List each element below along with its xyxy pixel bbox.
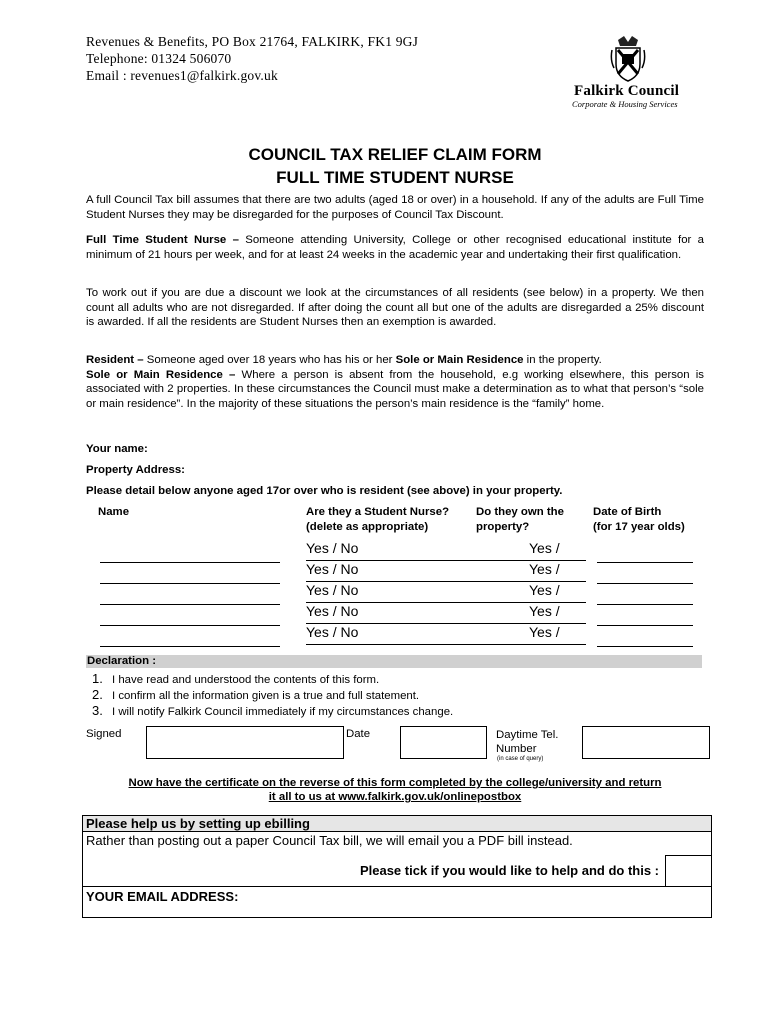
declaration-text-1: I have read and understood the contents of this form.	[112, 674, 380, 686]
column-name: Name	[98, 506, 130, 518]
column-dob-line1: Date of Birth	[593, 506, 662, 518]
dob-line-5[interactable]	[597, 646, 693, 647]
name-line-4[interactable]	[100, 625, 280, 626]
student-nurse-choice-4[interactable]: Yes / No	[306, 603, 359, 619]
student-nurse-choice-2[interactable]: Yes / No	[306, 561, 359, 577]
resident-definition	[86, 353, 704, 368]
dob-line-2[interactable]	[597, 583, 693, 584]
ebilling-body-row	[82, 831, 712, 887]
return-notice-line2: it all to us at www.falkirk.gov.uk/onlinepostbox	[268, 791, 522, 803]
declaration-item-1	[92, 671, 379, 686]
return-notice-line1: Now have the certificate on the reverse of this form completed by the college/university and return	[128, 777, 662, 789]
dob-line-3[interactable]	[597, 604, 693, 605]
declaration-bar	[86, 655, 702, 668]
ebilling-heading: Please help us by setting up ebilling	[86, 816, 310, 831]
email-address-row[interactable]	[82, 886, 712, 918]
logo-council-name: Falkirk Council	[574, 83, 680, 99]
student-nurse-definition	[86, 233, 704, 262]
header-address: Revenues & Benefits, PO Box 21764, FALKIRK, FK1 9GJ	[86, 34, 419, 49]
daytime-tel-line2: Number	[496, 743, 537, 755]
date-label: Date	[346, 728, 371, 740]
daytime-tel-label	[496, 728, 558, 756]
form-title-line2: FULL TIME STUDENT NURSE	[276, 168, 514, 187]
column-own-line1: Do they own the	[476, 506, 564, 518]
sole-residence-term: Sole or Main Residence –	[86, 368, 236, 381]
own-property-choice-4[interactable]: Yes /	[529, 603, 560, 619]
dob-line-1[interactable]	[597, 562, 693, 563]
sole-residence-definition	[86, 368, 704, 412]
ebilling-heading-row	[82, 815, 712, 832]
sole-residence-text: Where a person is absent from the household, e.g working elsewhere, this person is associated with 2 properties. In these circumstances the Council must make a determination as to what that person’s “sole or main residence”. In the majority of these situations the person’s main residence is the “family” home.	[86, 368, 704, 410]
property-address-label: Property Address:	[86, 464, 185, 476]
in-case-note: (in case of query)	[497, 756, 544, 762]
student-nurse-text: Someone attending University, College or other recognised educational institute for a minimum of 21 hours per week, and for at least 24 weeks in the academic year and undertaking their first qualification.	[86, 234, 704, 261]
column-dob-line2: (for 17 year olds)	[593, 520, 685, 533]
daytime-tel-line1: Daytime Tel.	[496, 729, 559, 741]
own-property-choice-5[interactable]: Yes /	[529, 624, 560, 640]
column-date-of-birth	[593, 505, 685, 534]
student-nurse-term: Full Time Student Nurse –	[86, 234, 239, 246]
declaration-item-2	[92, 687, 419, 702]
declaration-num-3: 3.	[92, 703, 103, 718]
name-line-1[interactable]	[100, 562, 280, 563]
own-property-choice-2[interactable]: Yes /	[529, 561, 560, 577]
email-address-label: YOUR EMAIL ADDRESS:	[86, 889, 239, 904]
dob-line-4[interactable]	[597, 625, 693, 626]
resident-text-a: Someone aged over 18 years who has his or her	[143, 354, 396, 366]
resident-text-b: Sole or Main Residence	[395, 354, 524, 366]
your-name-label: Your name:	[86, 443, 148, 455]
header-email: Email : revenues1@falkirk.gov.uk	[86, 68, 278, 83]
header-telephone: Telephone: 01324 506070	[86, 51, 232, 66]
ebilling-tick-label: Please tick if you would like to help and do this :	[359, 863, 659, 878]
resident-term: Resident –	[86, 354, 144, 366]
declaration-heading: Declaration :	[87, 655, 156, 667]
column-own-property	[476, 505, 564, 534]
row-underline-5	[306, 644, 586, 645]
discount-paragraph: To work out if you are due a discount we look at the circumstances of all residents (see below) in a property. We then count all adults who are not disregarded. If after doing the count all but one of the adults are disregarded a 25% discount is awarded. If all the residents are Student Nurses then an exemption is awarded.	[86, 287, 704, 329]
signed-label: Signed	[86, 728, 122, 740]
own-property-choice-3[interactable]: Yes /	[529, 582, 560, 598]
form-title-line1: COUNCIL TAX RELIEF CLAIM FORM	[248, 145, 542, 164]
student-nurse-choice-5[interactable]: Yes / No	[306, 624, 359, 640]
own-property-choice-1[interactable]: Yes /	[529, 540, 560, 556]
council-crest-icon	[610, 36, 646, 82]
detail-instruction: Please detail below anyone aged 17or over who is resident (see above) in your property.	[86, 485, 563, 497]
return-notice	[0, 776, 770, 804]
student-nurse-choice-1[interactable]: Yes / No	[306, 540, 359, 556]
signature-box[interactable]	[146, 726, 344, 759]
resident-text-c: in the property.	[523, 354, 602, 366]
declaration-num-2: 2.	[92, 687, 103, 702]
logo-subtitle: Corporate & Housing Services	[572, 99, 678, 109]
column-student-nurse	[306, 505, 449, 534]
declaration-text-2: I confirm all the information given is a true and full statement.	[112, 690, 420, 702]
date-box[interactable]	[400, 726, 487, 759]
name-line-5[interactable]	[100, 646, 280, 647]
column-own-line2: property?	[476, 520, 530, 533]
column-student-nurse-line1: Are they a Student Nurse?	[306, 506, 450, 518]
declaration-num-1: 1.	[92, 671, 103, 686]
column-student-nurse-line2: (delete as appropriate)	[306, 520, 429, 533]
declaration-text-3: I will notify Falkirk Council immediately if my circumstances change.	[112, 706, 454, 718]
daytime-tel-box[interactable]	[582, 726, 710, 759]
student-nurse-choice-3[interactable]: Yes / No	[306, 582, 359, 598]
ebilling-tick-box[interactable]	[665, 855, 712, 887]
declaration-item-3	[92, 703, 453, 718]
intro-paragraph: A full Council Tax bill assumes that there are two adults (aged 18 or over) in a household. If any of the adults are Full Time Student Nurses they may be disregarded for the purposes of Council Tax Discount.	[86, 194, 704, 221]
name-line-3[interactable]	[100, 604, 280, 605]
name-line-2[interactable]	[100, 583, 280, 584]
ebilling-text: Rather than posting out a paper Council Tax bill, we will email you a PDF bill instead.	[86, 833, 573, 848]
